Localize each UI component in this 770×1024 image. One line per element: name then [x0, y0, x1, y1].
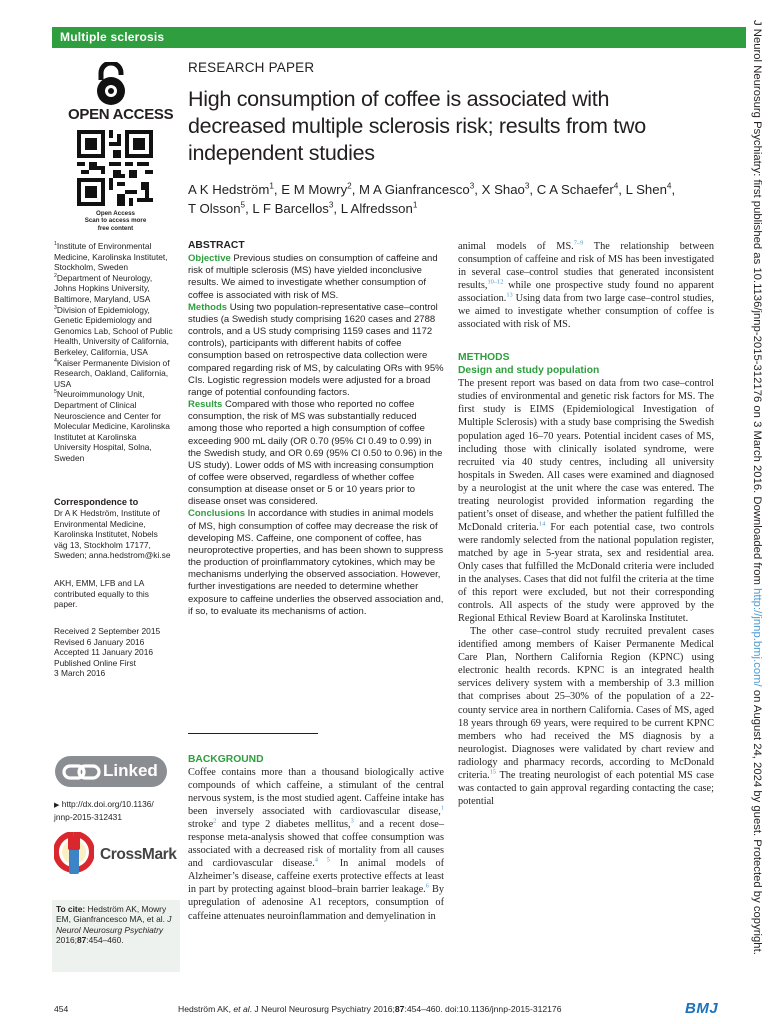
author: A K Hedström$^1$,	[188, 181, 282, 197]
affiliation	[54, 389, 179, 463]
contribution-line: contributed equally to this	[54, 588, 149, 599]
bmj-logo	[685, 1000, 723, 1019]
linked-label: Linked	[103, 761, 158, 780]
affiliation-number: 4	[54, 357, 57, 364]
correspondence-line: Dr A K Hedström, Institute of	[54, 508, 160, 518]
affiliation-number: 3	[54, 304, 57, 311]
abstract-methods: Methods Using two population-representative case–control studies (a Swedish study comprising 1620 cases and 2788 controls, and a US study comprising 1159 cases and 1172 controls), participants with different habits of coffee consumption based on retrospective data collection were compared regarding risk of MS, by calculating ORs with 95% CIs. Logistic regression models were adjusted for a broad range of potential confounding factors.	[188, 301, 444, 398]
correspondence-line: Sweden; anna.hedstrom@ki.se	[54, 550, 171, 561]
linked-doi[interactable]	[54, 799, 179, 822]
affiliation-line: Johns Hopkins University,	[54, 283, 150, 294]
affiliation-line: Research, Oakland, California,	[54, 368, 169, 379]
affiliation-number: 2	[54, 272, 57, 279]
author: T Olsson$^5$,	[188, 200, 253, 216]
correspondence-line: Karolinska Institutet, Nobels	[54, 529, 158, 540]
qr-caption-line: free content	[97, 224, 134, 232]
affiliation-line: Division of Epidemiology,	[56, 304, 150, 315]
affiliation-number: 5	[54, 389, 57, 396]
article-dates	[54, 626, 179, 679]
date-line: 3 March 2016	[54, 668, 106, 679]
abstract-conclusions: Conclusions In accordance with studies in animal models of MS, high consumption of coffee may decrease the risk of developing MS. Caffeine, one component of coffee, has neuroprotective properties, and has been shown to suppress the production of proinflammatory cytokines, which may be mechanisms underlying the observed association. However, further investigations are needed to determine whether exposure to caffeine underlies the observed association and, if so, to evaluate its mechanisms of action.	[188, 508, 444, 617]
page-title: High consumption of coffee is associated with decreased multiple sclerosis risk; results from two independent studies	[188, 87, 646, 165]
date-line: Accepted 11 January 2016	[54, 647, 154, 658]
author: M A Gianfrancesco$^3$,	[359, 181, 482, 197]
background-heading: BACKGROUND	[188, 754, 264, 765]
affiliation-line: Health, University of California,	[54, 336, 169, 347]
design-subheading: Design and study population	[458, 365, 600, 377]
affiliation-line: Neuroscience and Center for	[54, 410, 162, 421]
abstract-heading: ABSTRACT	[188, 240, 245, 251]
crossmark-label: CrossMark	[100, 846, 177, 863]
affiliation-line: Molecular Medicine, Karolinska	[54, 421, 170, 432]
vertical-text-b: on August 24, 2024 by guest. Protected by copyright.	[751, 686, 763, 955]
affiliation-line: Sweden	[54, 452, 85, 463]
methods-paragraph: The other case–control study recruited prevalent cases identified among members of Kaiser Permanente Medical Care Plan, Northern California Region (KPNC) using electronic health records. KPNC is an integrated health services delivery system with a membership of 3.3 million that comprises about 25–30% of the population of a 22-county service area in northern California. Cases of MS, aged 18 years through 69 years, were required to be current KPNC members who had received the MS diagnosis by a neurologist. Diagnoses were validated by chart review and radiology and pharmacy records, according to McDonald criteria.$^{15}$ The treating neurologist of each potential MS case was contacted to gain approval regarding contacting the case; potential	[458, 626, 714, 807]
affiliation	[54, 358, 179, 390]
linked-doi-line: http://dx.doi.org/10.1136/	[61, 799, 154, 809]
correspondence-line: väg 13, Stockholm 17177,	[54, 539, 151, 550]
affiliation-line: Stockholm, Sweden	[54, 262, 129, 273]
affiliation-line: Medicine, Karolinska Institutet,	[54, 251, 168, 262]
qr-caption-line: Scan to access more	[84, 217, 147, 225]
open-access-label: OPEN ACCESS	[68, 106, 174, 123]
author: L F Barcellos$^3$,	[252, 200, 341, 216]
author: L Alfredsson$^1$	[340, 200, 418, 216]
qr-caption-line: Open Access	[96, 210, 135, 217]
affiliation-line: University Hospital, Solna,	[54, 442, 152, 453]
affiliation-line: Department of Clinical	[54, 399, 137, 410]
to-cite-volume: 87	[76, 935, 87, 946]
right-column	[458, 240, 714, 808]
affiliation-line: Genetic Epidemiology and	[54, 315, 152, 326]
bmj-logo-text: BMJ	[685, 1000, 719, 1017]
to-cite-box	[52, 900, 180, 972]
author: E M Mowry$^2$,	[281, 181, 360, 197]
to-cite-authors: Hedström AK, Mowry EM, Gianfrancesco MA, et al.	[56, 904, 168, 925]
paper-type: RESEARCH PAPER	[188, 60, 315, 75]
intro-continuation: animal models of MS.$^{7-9}$ The relationship between consumption of caffeine and risk of MS has been investigated in several case–control studies that generated inconsistent results,$^{10-12}$ while one prospective study found no apparent association.$^{13}$ Using data from two large case–control studies, we aimed to investigate whether consumption of coffee is associated with risk of MS.	[458, 239, 714, 331]
author: C A Schaefer$^4$,	[536, 181, 626, 197]
arrow-right-icon: ▶	[54, 802, 60, 809]
affiliation-line: Berkeley, California, USA	[54, 346, 148, 357]
affiliation	[54, 273, 179, 305]
date-line: Revised 6 January 2016	[54, 636, 145, 647]
to-cite-pages: :454–460.	[86, 935, 124, 946]
affiliation-line: USA	[54, 378, 72, 389]
linked-badge[interactable]	[55, 756, 167, 787]
to-cite-heading: To cite:	[56, 904, 86, 914]
chain-link-icon	[62, 764, 102, 780]
date-line: Received 2 September 2015	[54, 626, 161, 636]
methods-heading: METHODS	[458, 352, 510, 364]
to-cite-journal: J Neurol Neurosurg Psychiatry	[56, 914, 172, 935]
abstract-divider	[188, 733, 318, 734]
correspondence-heading: Correspondence to	[54, 497, 139, 507]
affiliation-line: Kaiser Permanente Division of	[56, 357, 170, 368]
open-access-lock-icon	[93, 62, 129, 111]
affiliation-number: 1	[54, 241, 57, 248]
page-number: 454	[54, 1004, 69, 1014]
affiliation-line: Genomics Lab, School of Public	[54, 325, 173, 336]
linked-doi-line: jnnp-2015-312431	[54, 811, 122, 822]
vertical-download-notice	[751, 20, 763, 980]
author: X Shao$^3$,	[481, 181, 537, 197]
author: L Shen$^4$,	[625, 181, 676, 197]
contribution-line: AKH, EMM, LFB and LA	[54, 578, 145, 588]
background-paragraph: Coffee contains more than a thousand biologically active compounds of which caffeine, a stimulant of the central nervous system, is the most studied agent. Caffeine intake has been inversely associated with cardiovascular disease,$^1$ stroke$^2$ and type 2 diabetes mellitus,$^3$ and a recent dose–response meta-analysis showed that coffee consumption was associated with a decreased risk of mortality from all causes and cardiovascular disease.$^{4 5}$ In animal models of Alzheimer’s disease, caffeine exerts protective effects at least in part by protecting against blood–brain barrier leakage.$^6$ By upregulation of adenosine A1 receptors, consumption of caffeine attenuates neuroinflammation and demyelination in	[188, 767, 445, 922]
qr-caption	[78, 210, 153, 232]
abstract-objective: Objective Previous studies on consumption of caffeine and risk of multiple sclerosis (MS) have yielded inconclusive results. We aimed to investigate whether consumption of coffee is associated with risk of MS.	[188, 253, 438, 301]
affiliation-line: Baltimore, Maryland, USA	[54, 293, 151, 304]
to-cite-year: 2016;	[56, 935, 77, 946]
correspondence	[54, 497, 179, 561]
qr-code[interactable]	[77, 130, 153, 211]
affiliation-line: Institute of Environmental	[56, 241, 152, 251]
abstract	[188, 240, 444, 618]
author-list	[188, 180, 728, 218]
affiliations	[54, 241, 179, 463]
abstract-results: Results Compared with those who reported no coffee consumption, the risk of MS was substantially reduced among those who reported a high consumption of coffee exceeding 900 mL daily (OR 0.70 (95% CI 0.49 to 0.99) in the Swedish study, and OR 0.69 (95% CI 0.50 to 0.96) in the US study). Lower odds of MS with increasing consumption of coffee were observed, regardless of whether coffee consumption at disease onset or 5 or 10 years prior to disease onset was considered.	[188, 399, 443, 508]
affiliation-line: Institutet at Karolinska	[54, 431, 137, 442]
crossmark-icon	[54, 832, 94, 880]
affiliation-line: Department of Neurology,	[56, 272, 153, 283]
vertical-text-a: J Neurol Neurosurg Psychiatry: first published as 10.1136/jnnp-2015-312176 on 3 March 2016. Downloaded from	[751, 20, 763, 589]
section-banner: Multiple sclerosis	[52, 27, 746, 48]
to-cite-text	[56, 904, 177, 946]
affiliation	[54, 241, 179, 273]
methods-paragraph: The present report was based on data from two case–control studies of environmental and genetic risk factors for MS. The first study is EIMS (Epidemiological Investigation of Multiple Sclerosis) with a study base comprising the Swedish population aged 16–70 years. Potential incident cases of MS, including those with clinically isolated syndrome, were recruited via 40 study centres, including all university hospitals in Sweden. All cases were examined and diagnosed by a neurologist at the unit where the case was entered. The treating neurologist provided information regarding the patient’s onset of disease, and whether the patient fulfilled the McDonald criteria.$^{14}$ For each potential case, two controls were randomly selected from the national population register, matched by age in 5-year strata, sex and residential area. Only cases that fulfilled the McDonald criteria were included in the analyses. Cases that did not fulfil the criteria at the time of this report were excluded, but not their corresponding controls. All aspects of the study were approved by the Regional Ethical Review Board at Karolinska Institutet.	[458, 378, 714, 625]
crossmark-badge[interactable]	[54, 832, 177, 885]
date-line: Published Online First	[54, 657, 136, 668]
affiliation-line: Neuroimmunology Unit,	[56, 389, 145, 400]
journal-link[interactable]: http://jnnp.bmj.com/	[751, 588, 763, 687]
footer-citation: Hedström AK, et al. J Neurol Neurosurg Psychiatry 2016;87:454–460. doi:10.1136/jnnp-2015-312176	[178, 1004, 562, 1014]
contribution-note	[54, 578, 179, 610]
affiliation	[54, 305, 179, 358]
background-section	[188, 753, 444, 923]
contribution-line: paper.	[54, 599, 78, 610]
correspondence-line: Environmental Medicine,	[54, 518, 146, 529]
